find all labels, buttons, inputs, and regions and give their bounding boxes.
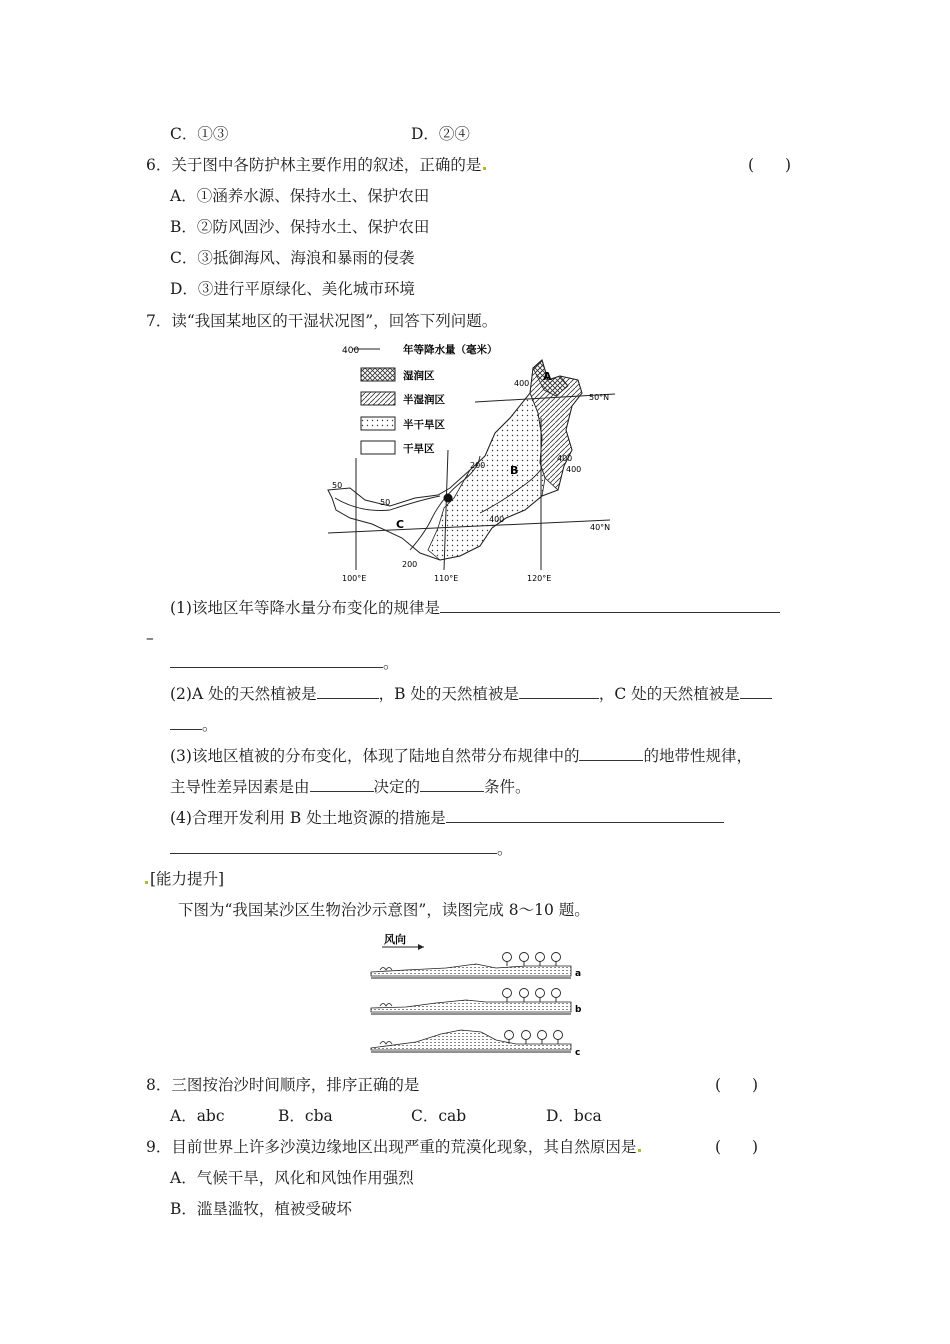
dry-wet-map [320,338,620,586]
q8-option-d: D．bca [546,1107,602,1125]
q9-stem [146,1137,643,1157]
q7-sub2-a: (2)A 处的天然植被是 [170,685,317,703]
answer-blank[interactable] [420,776,484,792]
q7-sub2 [170,683,772,704]
q7-sub4-end: 。 [497,840,513,858]
tree-c4 [554,1031,563,1045]
tree-a4 [552,953,561,967]
legend-humid: 湿润区 [403,370,435,382]
q5-option-d: D．②④ [411,125,470,143]
q9-option-b: B．滥垦滥牧，植被受破坏 [170,1200,352,1218]
legend-isohyet-value: 400 [342,346,360,356]
q7-sub1-cont [170,652,399,673]
q6-stem [146,155,488,175]
q8-stem: 8．三图按治沙时间顺序，排序正确的是 [146,1076,420,1094]
q7-sub3-d: 决定的 [373,778,421,796]
answer-blank[interactable] [446,807,724,823]
wind-label: 风向 [384,933,406,946]
isohyet-label-6: 200 [402,560,418,569]
q7-sub3-a: (3)该地区植被的分布变化，体现了陆地自然带分布规律中的 [170,747,580,765]
wind-arrow-head [418,944,424,950]
legend-arid: 干旱区 [403,443,435,455]
q9-answer-paren: ( ) [715,1138,759,1156]
lon-120-label: 120°E [527,574,552,583]
answer-blank[interactable] [170,652,383,668]
answer-blank[interactable] [455,838,497,854]
legend-subhumid: 半湿润区 [403,394,445,406]
q7-sub3-e: 条件。 [484,778,531,796]
answer-blank[interactable] [740,683,772,699]
mark-dot [638,1149,641,1152]
q7-sub3 [170,745,752,766]
answer-blank[interactable] [310,776,374,792]
isohyet-label-1: 400 [514,379,530,388]
shrub-b [380,1004,392,1007]
label-b: b [575,1005,582,1015]
q7-sub4 [170,807,724,828]
q6-answer-paren: ( ) [748,156,792,174]
tree-c2 [522,1031,531,1045]
q6-option-a: A．①涵养水源、保持水土、保护农田 [170,187,430,205]
legend-swatch-semiarid [361,417,395,430]
label-a: a [575,969,582,979]
legend-swatch-subhumid [361,392,395,405]
q7-sub1-end: 。 [383,654,399,672]
tree-a2 [520,953,529,967]
label-c: c [575,1048,581,1058]
lat-50-label: 50°N [589,393,610,402]
shrub-c [380,1042,392,1045]
q8-option-b: B．cba [278,1107,333,1125]
q8-option-a: A．abc [170,1107,225,1125]
tree-b1 [503,989,512,1003]
q6-option-b: B．②防风固沙、保持水土、保护农田 [170,218,430,236]
q7-sub1-dash: – [146,629,154,647]
label-c: C [396,518,405,531]
lon-110-label: 110°E [434,574,459,583]
tree-b3 [536,989,545,1003]
isohyet-label-5: 200 [470,461,486,470]
answer-blank[interactable] [579,745,643,761]
q7-sub2-b: ，B 处的天然植被是 [378,685,519,703]
label-a: A [543,370,552,383]
sand-control-figure [366,930,588,1062]
isohyet-label-7: 50 [332,481,343,490]
q7-sub3-c: 主导性差异因素是由 [170,778,310,796]
answer-blank[interactable] [519,683,599,699]
q7-sub4-cont [170,838,513,859]
shrub-a [380,968,392,971]
isohyet-label-8: 50 [380,498,391,507]
q6-option-c: C．③抵御海风、海浪和暴雨的侵袭 [170,249,415,267]
city-dot [444,494,453,503]
dune-a [371,964,571,976]
section-heading [143,869,224,889]
legend-isohyet-label: 年等降水量（毫米） [403,344,498,356]
q7-sub3-cont [170,776,531,797]
q7-sub1-text: (1)该地区年等降水量分布变化的规律是 [170,599,440,617]
q9-stem-text: 9．目前世界上许多沙漠边缘地区出现严重的荒漠化现象，其自然原因是 [146,1138,637,1156]
q7-sub1 [170,597,780,618]
intro-8-10: 下图为“我国某沙区生物治沙示意图”，读图完成 8～10 题。 [178,901,590,919]
answer-blank[interactable] [317,683,379,699]
answer-blank[interactable] [440,597,780,613]
isohyet-label-4: 400 [489,515,505,524]
q9-option-a: A．气候干旱，风化和风蚀作用强烈 [170,1169,414,1187]
label-b: B [510,464,519,477]
q7-sub2-cont [170,714,218,735]
tree-a1 [503,953,512,967]
mark-dot [145,881,148,884]
legend-semiarid: 半干旱区 [403,419,445,431]
q6-option-d: D．③进行平原绿化、美化城市环境 [170,280,415,298]
q6-stem-text: 6．关于图中各防护林主要作用的叙述，正确的是 [146,156,482,174]
lat-40-label: 40°N [590,523,611,532]
q5-option-c: C．①③ [170,125,229,143]
mark-dot [483,167,486,170]
section-heading-text: [能力提升] [150,870,225,888]
lon-100-label: 100°E [342,574,367,583]
tree-a3 [536,953,545,967]
isohyet-label-3: 400 [566,465,582,474]
q8-option-c: C．cab [411,1107,467,1125]
legend-swatch-arid [361,441,395,454]
isohyet-label-2: 400 [557,454,573,463]
tree-b4 [552,989,561,1003]
q7-sub2-c: ，C 处的天然植被是 [598,685,740,703]
answer-blank[interactable] [170,714,202,730]
dune-b [371,1000,571,1012]
q7-stem: 7．读“我国某地区的干湿状况图”，回答下列问题。 [146,312,498,330]
q7-sub3-b: 的地带性规律， [643,747,752,765]
q7-sub2-end: 。 [202,716,218,734]
answer-blank[interactable] [170,838,455,854]
q8-answer-paren: ( ) [715,1076,759,1094]
tree-c3 [538,1031,547,1045]
legend-swatch-humid [361,368,395,381]
q7-sub4-text: (4)合理开发利用 B 处土地资源的措施是 [170,809,446,827]
tree-b2 [520,989,529,1003]
